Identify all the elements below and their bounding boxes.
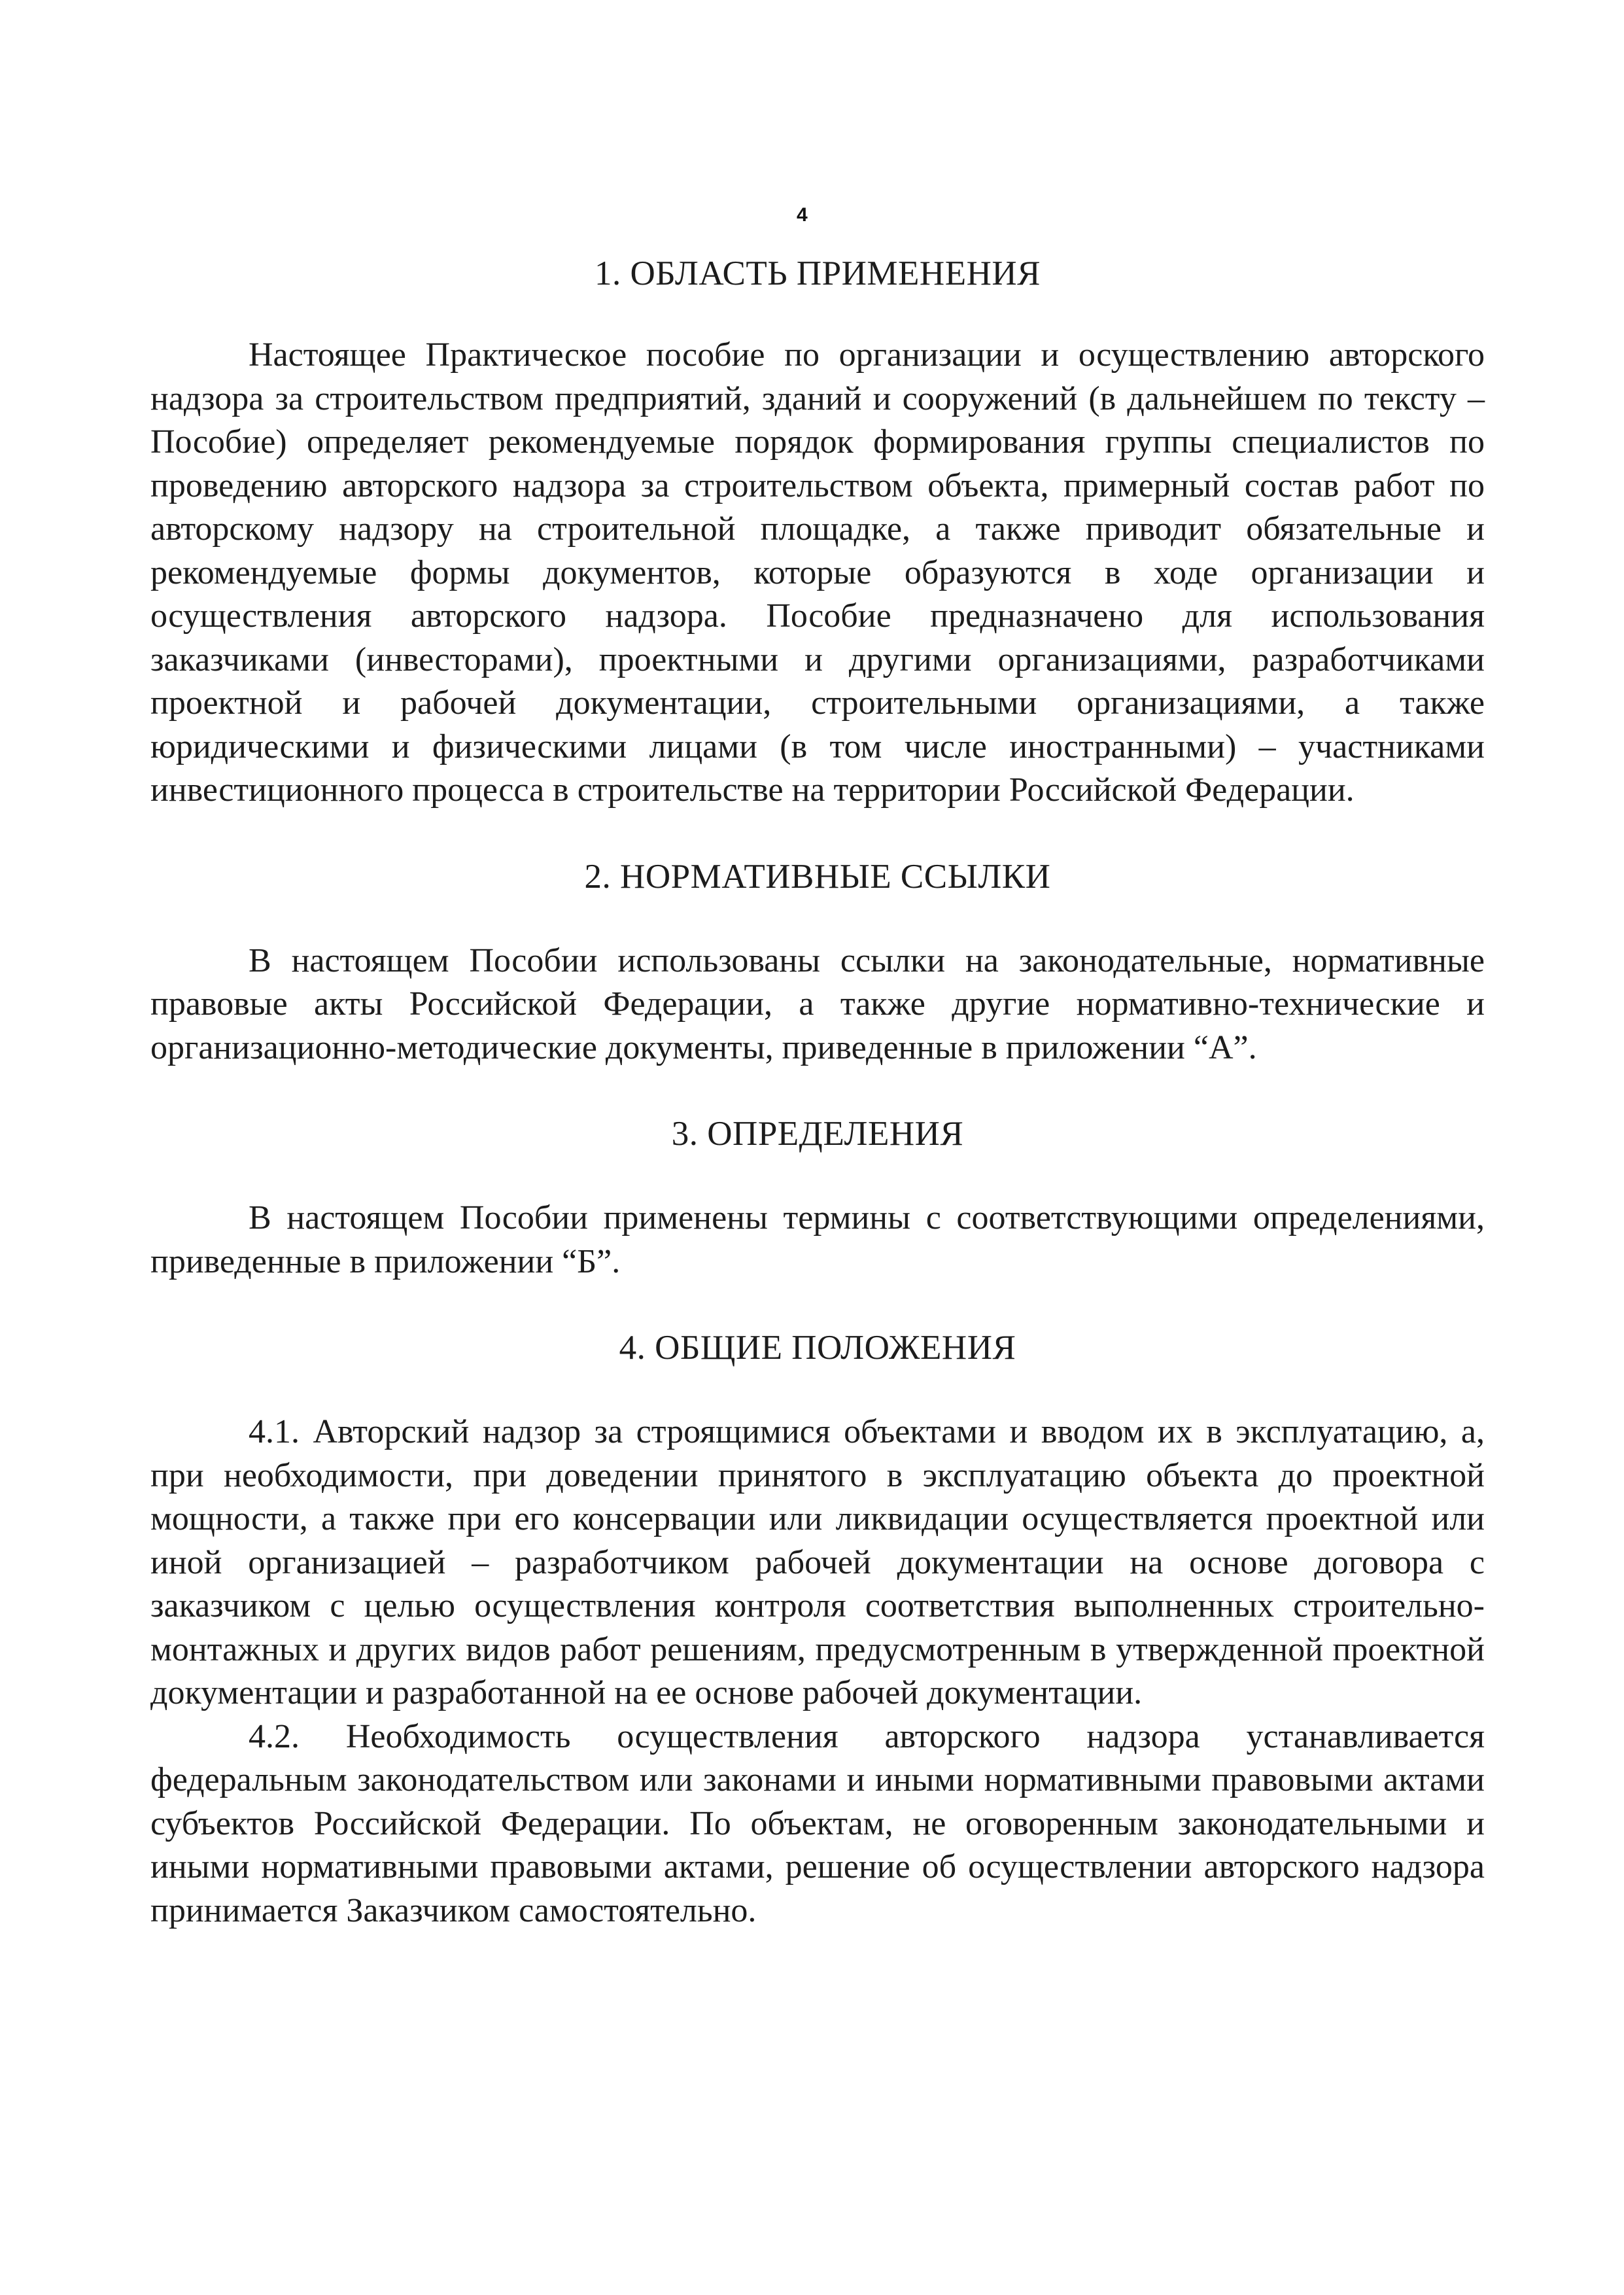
page-number: 4 [797, 204, 808, 226]
paragraph-definitions: В настоящем Пособии применены термины с соответствующими определениями, приведенные в приложении “Б”. [150, 1199, 1485, 1280]
document-body [150, 251, 1485, 1933]
paragraph-scope: Настоящее Практическое пособие по организации и осуществлению авторского надзора за строительством предприятий, зданий и сооружений (в дальнейшем по тексту – Пособие) определяет рекомендуемые порядок формирования группы специалистов по проведению авторского надзора за строительством объекта, примерный состав работ по авторскому надзору на строительной площадке, а также приводит обязательные и рекомендуемые формы документов, которые образуются в ходе организации и осуществления авторского надзора. Пособие предназначено для использования заказчиками (инвесторами), проектными и другими организациями, разработчиками проектной и рабочей документации, строительными организациями, а также юридическими и физическими лицами (в том числе иностранными) – участниками инвестиционного процесса в строительстве на территории Российской Федерации. [150, 336, 1485, 809]
section-heading-definitions: 3. ОПРЕДЕЛЕНИЯ [671, 1115, 964, 1153]
section-general-provisions [150, 1325, 1485, 1933]
section-heading-normative-references: 2. НОРМАТИВНЫЕ ССЫЛКИ [584, 857, 1051, 896]
section-heading-scope: 1. ОБЛАСТЬ ПРИМЕНЕНИЯ [595, 254, 1041, 292]
paragraph-4-1: 4.1. Авторский надзор за строящимися объектами и вводом их в эксплуатацию, а, при необходимости, при доведении принятого в эксплуатацию объекта до проектной мощности, а также при его консервации или ликвидации осуществляется проектной или иной организацией – разработчиком рабочей документации на основе договора с заказчиком с целью осуществления контроля соответствия выполненных строительно-монтажных и других видов работ решениям, предусмотренным в утвержденной проектной документации и разработанной на ее основе рабочей документации. [150, 1413, 1485, 1711]
section-definitions [150, 1112, 1485, 1284]
paragraph-4-2: 4.2. Необходимость осуществления авторского надзора устанавливается федеральным законодательством или законами и иными нормативными правовыми актами субъектов Российской Федерации. По объектам, не оговоренным законодательными и иными нормативными правовыми актами, решение об осуществлении авторского надзора принимается Заказчиком самостоятельно. [150, 1717, 1485, 1929]
section-scope [150, 251, 1485, 813]
section-heading-general-provisions: 4. ОБЩИЕ ПОЛОЖЕНИЯ [619, 1329, 1016, 1367]
paragraph-normative-references: В настоящем Пособии использованы ссылки на законодательные, нормативные правовые акты Российской Федерации, а также другие нормативно-технические и организационно-методические документы, приведенные в приложении “А”. [150, 941, 1485, 1066]
section-normative-references [150, 854, 1485, 1070]
